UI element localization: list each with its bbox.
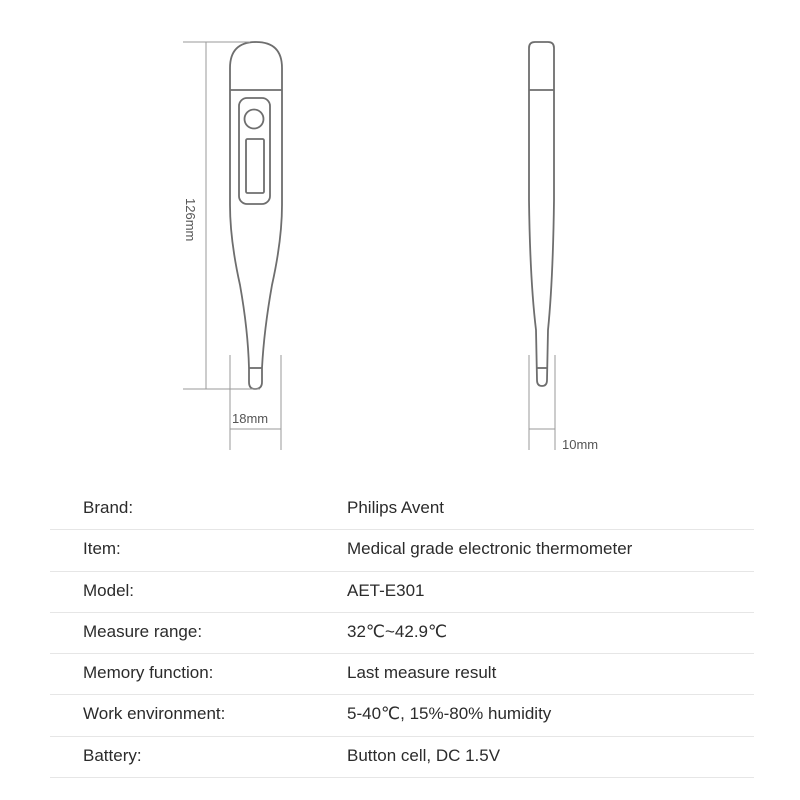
front-thermometer-outline [230, 42, 282, 389]
front-view [230, 42, 282, 389]
height-label: 126mm [183, 198, 198, 242]
side-view [529, 42, 554, 386]
front-dimensions [183, 42, 281, 450]
spec-value: 5-40℃, 15%-80% humidity [347, 704, 552, 724]
spec-value: Medical grade electronic thermometer [347, 539, 633, 559]
spec-row-memory-function [50, 654, 754, 695]
spec-value: Last measure result [347, 663, 497, 683]
spec-table [50, 489, 754, 778]
spec-row-battery [50, 737, 754, 778]
spec-row-measure-range [50, 613, 754, 654]
side-width-label: 10mm [562, 437, 599, 452]
spec-value: 32℃~42.9℃ [347, 621, 448, 641]
display-window [239, 98, 270, 204]
spec-value: Button cell, DC 1.5V [347, 745, 501, 765]
side-dimensions [529, 355, 555, 450]
spec-label: Model: [83, 580, 135, 600]
spec-row-work-environment [50, 695, 754, 736]
lcd-screen [246, 139, 264, 193]
spec-row-model [50, 572, 754, 613]
spec-label: Item: [83, 539, 121, 559]
spec-label: Work environment: [83, 704, 226, 724]
spec-label: Memory function: [83, 663, 214, 683]
spec-label: Battery: [83, 745, 142, 765]
spec-label: Measure range: [83, 621, 203, 641]
front-width-label: 18mm [232, 411, 269, 426]
spec-row-item [50, 530, 754, 571]
side-thermometer-outline [529, 42, 554, 386]
spec-label: Brand: [83, 498, 134, 517]
spec-value: AET-E301 [347, 580, 425, 600]
spec-row-brand [50, 489, 754, 530]
spec-value: Philips Avent [347, 498, 445, 517]
power-button-icon [245, 110, 264, 129]
